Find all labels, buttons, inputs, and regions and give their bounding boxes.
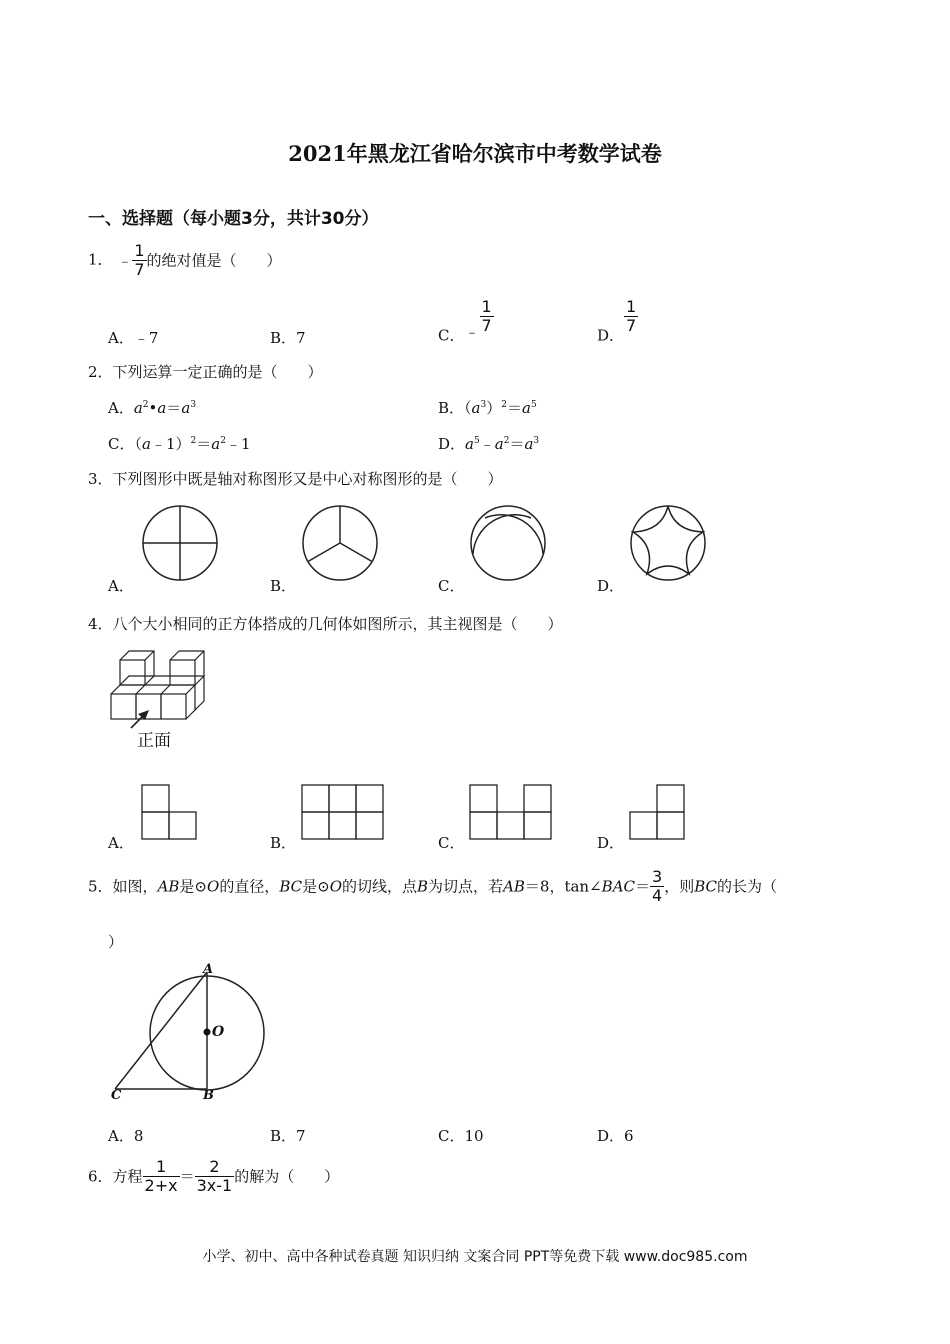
question-text: 的绝对值是（ ） [146, 251, 282, 270]
question-5-close: ） [108, 933, 124, 951]
q2-option-c[interactable]: C．$(a﹣1)^2=a^2﹣1$ [108, 435, 251, 453]
question-6: 6．方程 $\frac{1}{2+x}$ ＝ $\frac{2}{3x-1}$ 的解为（ ） [88, 1157, 340, 1195]
q3-figure-c [469, 504, 547, 582]
q5-option-d[interactable]: D．6 [597, 1127, 634, 1145]
q1-option-a[interactable]: A．﹣7 [108, 329, 159, 347]
q3-option-c[interactable]: C． [438, 577, 465, 595]
q3-option-a[interactable]: A． [108, 577, 134, 595]
point-a-label: A [203, 962, 214, 977]
question-4: 4．八个大小相同的正方体搭成的几何体如图所示，其主视图是（ ） [88, 615, 563, 633]
q4-figure-d [629, 784, 685, 840]
fraction: $\frac{2}{3x-1}$ [196, 1157, 233, 1195]
q4-option-a[interactable]: A． [108, 834, 134, 852]
q2-option-b[interactable]: B．$(a^3)^2=a^5$ [438, 399, 537, 417]
q4-figure-a [141, 784, 197, 840]
fraction: $\frac{3}{4}$ [652, 867, 663, 905]
q3-option-d[interactable]: D． [597, 577, 625, 595]
q5-option-c[interactable]: C．10 [438, 1127, 484, 1145]
q3-figure-d [629, 504, 707, 582]
minus-sign: ﹣ [117, 251, 133, 270]
q4-option-c[interactable]: C． [438, 834, 465, 852]
fraction: $\frac{1}{2+x}$ [144, 1157, 178, 1195]
q4-cube-figure [108, 648, 208, 724]
question-3: 3．下列图形中既是轴对称图形又是中心对称图形的是（ ） [88, 470, 503, 488]
q4-figure-b [301, 784, 384, 840]
q5-circle-figure [106, 962, 276, 1107]
q2-option-d[interactable]: D．$a^5﹣a^2=a^3$ [438, 435, 540, 453]
q3-option-b[interactable]: B． [270, 577, 297, 595]
q1-option-b[interactable]: B．7 [270, 329, 306, 347]
point-c-label: C [111, 1088, 122, 1103]
page-footer: 小学、初中、高中各种试卷真题 知识归纳 文案合同 PPT等免费下载 www.doc985.com [202, 1249, 748, 1265]
q2-option-a[interactable]: A．$a^2•a=a^3$ [108, 399, 197, 417]
question-1 [88, 242, 282, 279]
q4-option-d[interactable]: D． [597, 834, 625, 852]
q1-option-d[interactable]: D． $\frac{1}{7}$ [597, 297, 637, 345]
point-o-label: O [212, 1024, 225, 1040]
fraction: $\frac{1}{7}$ [134, 241, 145, 279]
question-5: 5．如图，AB是⊙O的直径，BC是⊙O的切线，点B为切点，若AB＝8，tan∠BAC＝ $\frac{3}{4}$ ，则BC的长为（ [88, 867, 778, 905]
section-heading: 一、选择题（每小题3分，共计30分） [88, 209, 379, 229]
q5-option-b[interactable]: B．7 [270, 1127, 306, 1145]
q3-figure-a [141, 504, 219, 582]
q4-option-b[interactable]: B． [270, 834, 297, 852]
q1-option-c[interactable]: C．﹣ $\frac{1}{7}$ [438, 297, 492, 345]
question-2: 2．下列运算一定正确的是（ ） [88, 363, 323, 381]
q5-option-a[interactable]: A．8 [108, 1127, 144, 1145]
q4-figure-c [469, 784, 552, 840]
q3-figure-b [301, 504, 379, 582]
page-title: 2021年黑龙江省哈尔滨市中考数学试卷 [288, 141, 662, 166]
point-b-label: B [203, 1088, 214, 1103]
question-number: 1． [88, 250, 113, 269]
front-view-label: 正面 [137, 731, 171, 751]
